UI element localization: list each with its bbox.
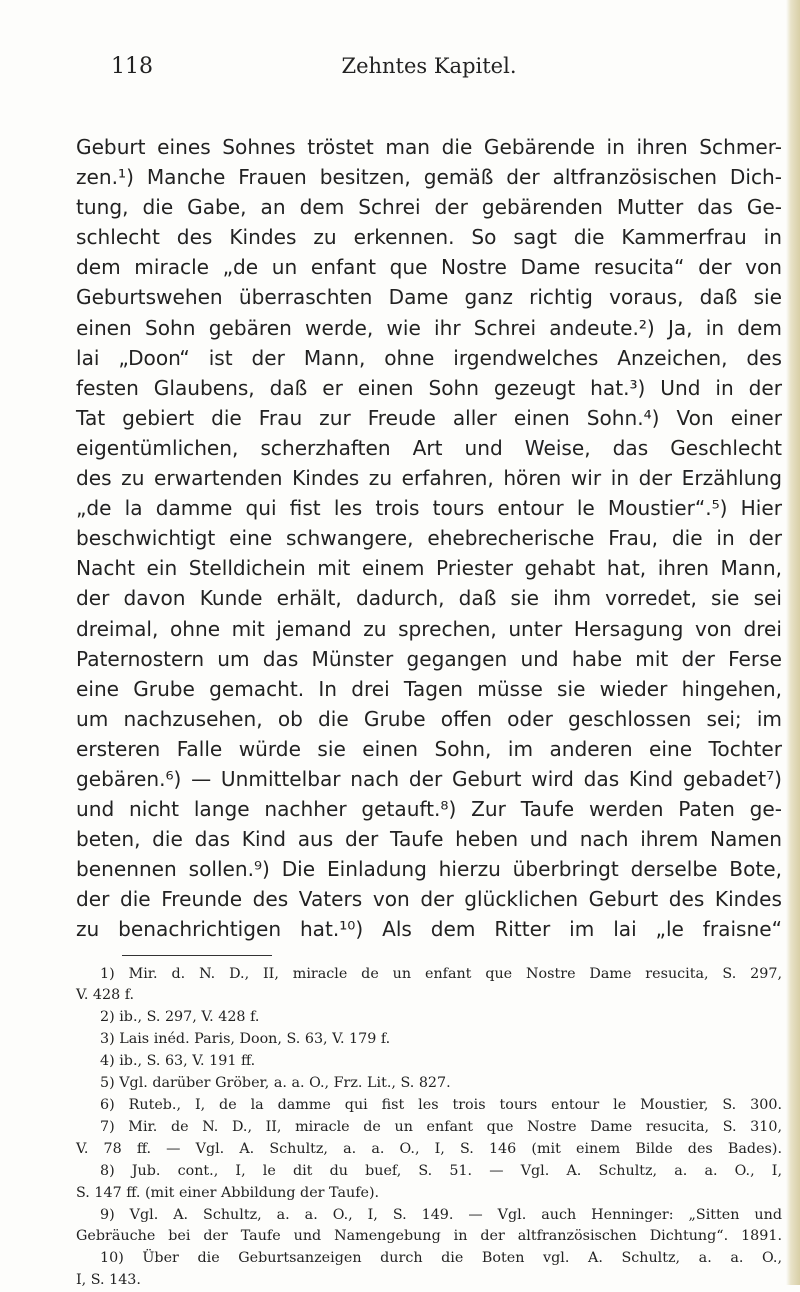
text-line: der die Freunde des Vaters von der glücklichen Geburt des Kindes xyxy=(76,887,782,912)
text-line: dem miracle „de un enfant que Nostre Dame resucita“ der von xyxy=(76,255,782,280)
footnote-line: 5) Vgl. darüber Gröber, a. a. O., Frz. Lit., S. 827. xyxy=(100,1075,451,1092)
page-header xyxy=(76,54,782,104)
footnote-line: 3) Lais inéd. Paris, Doon, S. 63, V. 179 f. xyxy=(100,1031,391,1048)
book-page xyxy=(76,0,782,1292)
footnote-line: 7) Mir. de N. D., II, miracle de un enfant que Nostre Dame resucita, S. 310, xyxy=(100,1118,782,1135)
footnote-line: V. 78 ff. — Vgl. A. Schultz, a. a. O., I, S. 146 (mit einem Bilde des Bades). xyxy=(76,1140,782,1157)
text-line: eine Grube gemacht. In drei Tagen müsse sie wieder hingehen, xyxy=(76,676,782,701)
footnote-line: 8) Jub. cont., I, le dit du buef, S. 51. — Vgl. A. Schultz, a. a. O., I, xyxy=(100,1162,782,1179)
footnote-line: Gebräuche bei der Taufe und Namengebung in der altfranzösischen Dichtung“. 1891. xyxy=(76,1228,782,1245)
text-line: beten, die das Kind aus der Taufe heben und nach ihrem Namen xyxy=(76,827,782,852)
text-line: der davon Kunde erhält, dadurch, daß sie ihm vorredet, sie sei xyxy=(76,586,782,611)
text-line: eigentümlichen, scherzhaften Art und Weise, das Geschlecht xyxy=(76,435,782,460)
footnote-line: 1) Mir. d. N. D., II, miracle de un enfant que Nostre Dame resucita, S. 297, xyxy=(100,965,782,982)
text-line: schlecht des Kindes zu erkennen. So sagt die Kammerfrau in xyxy=(76,225,782,250)
text-line: benennen sollen.⁹) Die Einladung hierzu überbringt derselbe Bote, xyxy=(76,857,782,882)
text-line: dreimal, ohne mit jemand zu sprechen, unter Hersagung von drei xyxy=(76,616,782,641)
footnote-line: 4) ib., S. 63, V. 191 ff. xyxy=(100,1053,256,1070)
footnote-line: 6) Ruteb., I, de la damme qui fist les trois tours entour le Moustier, S. 300. xyxy=(100,1096,782,1113)
text-line: lai „Doon“ ist der Mann, ohne irgendwelches Anzeichen, des xyxy=(76,345,782,370)
text-line: zen.¹) Manche Frauen besitzen, gemäß der altfranzösischen Dich- xyxy=(76,165,782,190)
text-line: des zu erwartenden Kindes zu erfahren, hören wir in der Erzählung xyxy=(76,466,782,491)
text-line: um nachzusehen, ob die Grube offen oder geschlossen sei; im xyxy=(76,706,782,731)
main-text xyxy=(76,132,782,945)
text-line: gebären.⁶) — Unmittelbar nach der Geburt wird das Kind gebadet⁷) xyxy=(76,766,782,791)
running-title: Zehntes Kapitel. xyxy=(341,54,517,78)
text-line: und nicht lange nachher getauft.⁸) Zur Taufe werden Paten ge- xyxy=(76,797,782,822)
footnote-line: 2) ib., S. 297, V. 428 f. xyxy=(100,1009,260,1026)
text-line: ersteren Falle würde sie einen Sohn, im anderen eine Tochter xyxy=(76,736,782,761)
text-line: „de la damme qui fist les trois tours entour le Moustier“.⁵) Hier xyxy=(76,496,782,521)
text-line: tung, die Gabe, an dem Schrei der gebärenden Mutter das Ge- xyxy=(76,195,782,220)
text-line: Nacht ein Stelldichein mit einem Priester gehabt hat, ihren Mann, xyxy=(76,556,782,581)
text-line: Geburtswehen überraschten Dame ganz richtig voraus, daß sie xyxy=(76,285,782,310)
text-line: einen Sohn gebären werde, wie ihr Schrei andeute.²) Ja, in dem xyxy=(76,315,782,340)
text-line: beschwichtigt eine schwangere, ehebrecherische Frau, die in der xyxy=(76,526,782,551)
footnotes xyxy=(76,964,782,1292)
page-edge xyxy=(786,0,800,1285)
text-line: festen Glaubens, daß er einen Sohn gezeugt hat.³) Und in der xyxy=(76,375,782,400)
footnote-divider xyxy=(122,955,272,956)
footnote-line: V. 428 f. xyxy=(76,987,135,1004)
text-line: Geburt eines Sohnes tröstet man die Gebärende in ihren Schmer- xyxy=(76,135,782,159)
footnote-line: 9) Vgl. A. Schultz, a. a. O., I, S. 149. — Vgl. auch Henninger: „Sitten und xyxy=(100,1206,782,1223)
footnote-line: S. 147 ff. (mit einer Abbildung der Taufe). xyxy=(76,1184,380,1201)
footnote-line: 10) Über die Geburtsanzeigen durch die Boten vgl. A. Schultz, a. a. O., xyxy=(100,1250,782,1267)
footnote-line: I, S. 143. xyxy=(76,1272,141,1289)
text-line: zu benachrichtigen hat.¹⁰) Als dem Ritter im lai „le fraisne“ xyxy=(76,917,782,942)
text-line: Tat gebiert die Frau zur Freude aller einen Sohn.⁴) Von einer xyxy=(76,405,782,430)
page-number: 118 xyxy=(111,54,153,79)
text-line: Paternostern um das Münster gegangen und habe mit der Ferse xyxy=(76,646,782,671)
